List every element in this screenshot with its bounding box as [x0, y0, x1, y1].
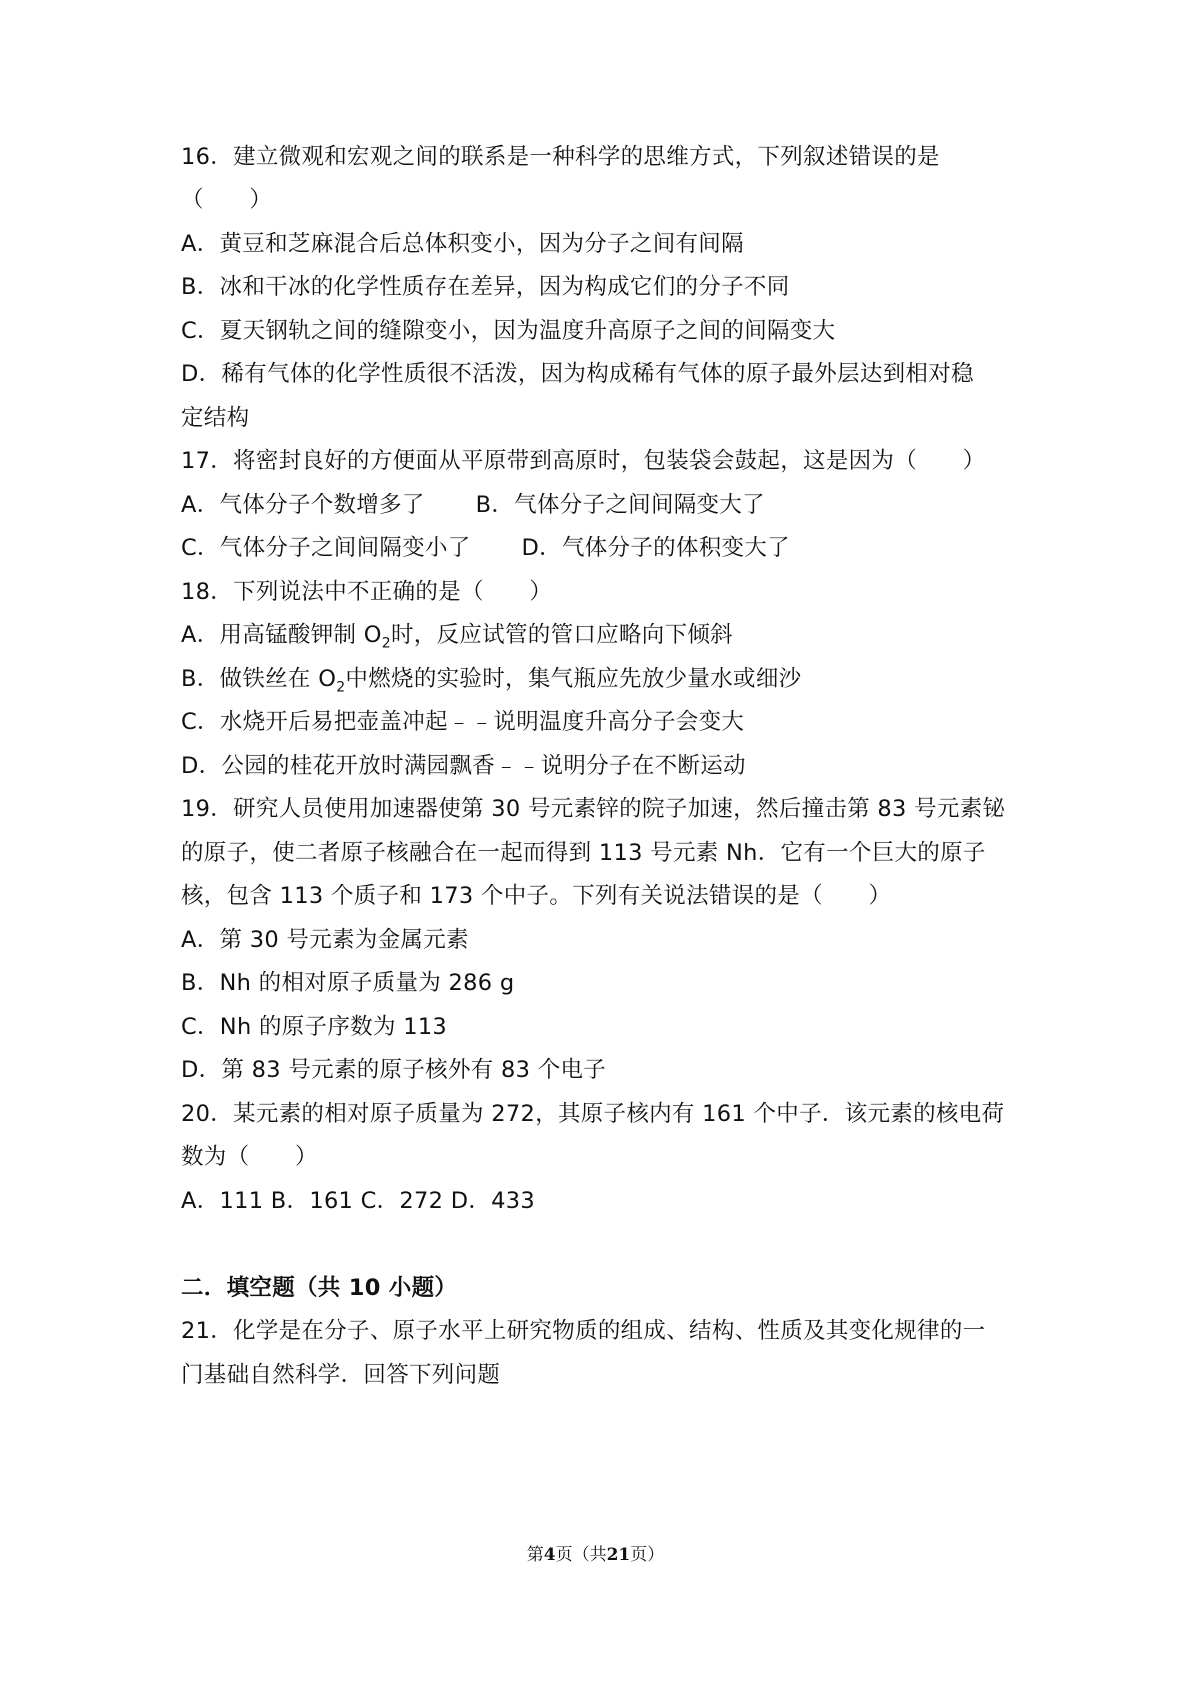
footer-text: 页）	[630, 1545, 665, 1565]
q16-stem-line2: （ ）	[181, 187, 273, 213]
page-footer	[0, 1540, 1191, 1565]
q19-option-a: A．第 30 号元素为金属元素	[181, 927, 469, 953]
q20-options: A．111 B．161 C．272 D．433	[181, 1188, 536, 1214]
q20-stem-line1: 20．某元素的相对原子质量为 272，其原子核内有 161 个中子．该元素的核电荷	[181, 1101, 1005, 1127]
q17-option-c: C．气体分子之间间隔变小了	[181, 535, 471, 561]
q18-option-d: D．公园的桂花开放时满园飘香﹣﹣说明分子在不断运动	[181, 753, 746, 779]
q18-stem: 18．下列说法中不正确的是（ ）	[181, 579, 553, 605]
q19-option-b: B．Nh 的相对原子质量为 286 g	[181, 970, 515, 996]
q18-option-c: C．水烧开后易把壶盖冲起﹣﹣说明温度升高分子会变大	[181, 709, 745, 735]
q17-option-a: A．气体分子个数增多了	[181, 492, 425, 518]
q18-option-a-text: A．用高锰酸钾制 O	[181, 622, 382, 648]
q16-stem-line1: 16．建立微观和宏观之间的联系是一种科学的思维方式，下列叙述错误的是	[181, 144, 940, 170]
q16-option-c: C．夏天钢轨之间的缝隙变小，因为温度升高原子之间的间隔变大	[181, 318, 836, 344]
q19-stem-line1: 19．研究人员使用加速器使第 30 号元素锌的院子加速，然后撞击第 83 号元素铋	[181, 796, 1006, 822]
q18-option-a-text-rest: 时，反应试管的管口应略向下倾斜	[390, 622, 733, 648]
footer-text: 页（共	[555, 1545, 607, 1565]
q18-option-b-text-rest: 中燃烧的实验时，集气瓶应先放少量水或细沙	[345, 666, 802, 692]
q17-option-d: D．气体分子的体积变大了	[521, 535, 790, 561]
footer-text: 第	[526, 1545, 544, 1565]
total-pages: 21	[606, 1545, 631, 1565]
q17-options-row2	[181, 532, 1031, 564]
o2-subscript: 2	[336, 679, 346, 696]
o2-subscript: 2	[381, 635, 391, 652]
q17-stem: 17．将密封良好的方便面从平原带到高原时，包装袋会鼓起，这是因为（ ）	[181, 448, 986, 474]
section-2-title: 二．填空题（共 10 小题）	[181, 1275, 458, 1301]
q21-stem-line2: 门基础自然科学．回答下列问题	[181, 1362, 501, 1388]
q21-stem-line1: 21．化学是在分子、原子水平上研究物质的组成、结构、性质及其变化规律的一	[181, 1318, 986, 1344]
q18-option-a	[181, 619, 1031, 660]
q18-option-b	[181, 663, 1031, 704]
q17-option-b: B．气体分子之间间隔变大了	[475, 492, 765, 518]
q19-stem-line2: 的原子，使二者原子核融合在一起而得到 113 号元素 Nh．它有一个巨大的原子	[181, 840, 986, 866]
q19-option-d: D．第 83 号元素的原子核外有 83 个电子	[181, 1057, 607, 1083]
q16-option-d-line2: 定结构	[181, 405, 250, 431]
page-number: 4	[543, 1545, 556, 1565]
q19-option-c: C．Nh 的原子序数为 113	[181, 1014, 448, 1040]
q18-option-b-text: B．做铁丝在 O	[181, 666, 337, 692]
q16-option-d-line1: D．稀有气体的化学性质很不活泼，因为构成稀有气体的原子最外层达到相对稳	[181, 361, 974, 387]
q17-options-row1	[181, 489, 1031, 521]
q19-stem-line3: 核，包含 113 个质子和 173 个中子。下列有关说法错误的是（ ）	[181, 883, 892, 909]
q20-stem-line2: 数为（ ）	[181, 1144, 318, 1170]
q16-option-a: A．黄豆和芝麻混合后总体积变小，因为分子之间有间隔	[181, 231, 744, 257]
q16-option-b: B．冰和干冰的化学性质存在差异，因为构成它们的分子不同	[181, 274, 790, 300]
